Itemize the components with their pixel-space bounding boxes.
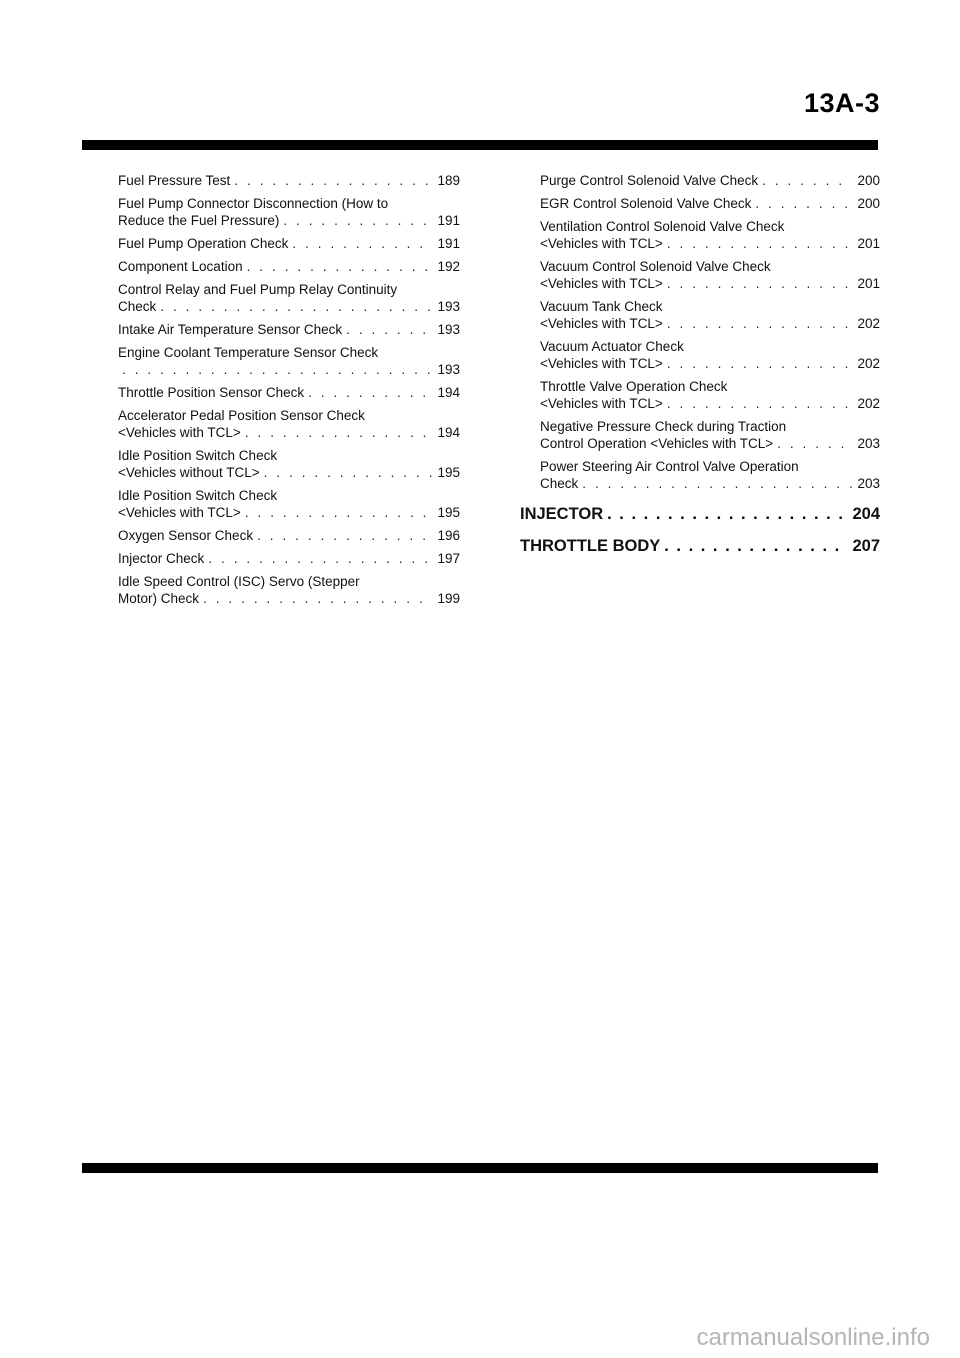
toc-entry-page: 202 [857,356,880,371]
dot-leader [762,172,852,189]
toc-entry-title-line: Ventilation Control Solenoid Valve Check [540,219,785,234]
toc-entry-page: 204 [852,505,880,523]
bottom-rule [82,1163,878,1173]
dot-leader [203,590,432,607]
dot-leader [257,527,432,544]
dot-leader [667,275,852,292]
toc-entry[interactable] [118,447,460,481]
dot-leader [234,172,432,189]
toc-entry-title-line: Vacuum Control Solenoid Valve Check [540,259,771,274]
toc-entry[interactable] [118,281,460,315]
toc-entry[interactable] [540,298,880,332]
toc-entry-title: THROTTLE BODY [520,537,661,555]
dot-leader [247,258,432,275]
dot-leader [160,298,432,315]
toc-entry-title-line: Throttle Valve Operation Check [540,379,728,394]
toc-entry-page: 194 [437,425,460,440]
toc-entry-title: INJECTOR [520,505,604,523]
toc-entry-title: Throttle Position Sensor Check [118,385,305,400]
toc-entry[interactable] [540,218,880,252]
toc-entry-page: 202 [857,396,880,411]
toc-entry[interactable] [540,458,880,492]
toc-entry-title: Component Location [118,259,243,274]
toc-entry-title: Reduce the Fuel Pressure) [118,213,280,228]
toc-entry-page: 193 [437,322,460,337]
toc-entry-page: 203 [857,436,880,451]
dot-leader [245,424,432,441]
toc-entry[interactable] [118,235,460,252]
toc-entry[interactable] [540,378,880,412]
toc-entry-page: 196 [437,528,460,543]
dot-leader [122,361,432,378]
toc-entry-page: 191 [437,213,460,228]
toc-entry-title: Oxygen Sensor Check [118,528,254,543]
toc-entry[interactable] [540,258,880,292]
toc-entry-page: 203 [857,476,880,491]
toc-entry-title: Check [118,299,157,314]
dot-leader [777,435,852,452]
toc-entry[interactable] [118,195,460,229]
dot-leader [667,315,852,332]
dot-leader [292,235,432,252]
toc-entry-page: 202 [857,316,880,331]
toc-entry[interactable] [118,172,460,189]
toc-entry-title: <Vehicles with TCL> [540,276,663,291]
toc-left-column [118,172,460,613]
toc-section-entry[interactable] [520,504,880,524]
toc-entry-title: <Vehicles with TCL> [540,236,663,251]
toc-entry-page: 191 [437,236,460,251]
toc-entry-page: 200 [857,173,880,188]
toc-entry-title-line: Engine Coolant Temperature Sensor Check [118,345,379,360]
dot-leader [755,195,852,212]
toc-entry-title: Fuel Pressure Test [118,173,231,188]
dot-leader [208,550,432,567]
toc-entry-page: 201 [857,236,880,251]
toc-entry[interactable] [118,527,460,544]
toc-entry-title: Fuel Pump Operation Check [118,236,289,251]
dot-leader [283,212,432,229]
toc-entry-page: 200 [857,196,880,211]
dot-leader [667,235,852,252]
top-rule [82,140,878,150]
toc-entry-title: Control Operation <Vehicles with TCL> [540,436,774,451]
page-number: 13A-3 [803,88,880,118]
dot-leader [245,504,432,521]
toc-entry-title-line: Idle Speed Control (ISC) Servo (Stepper [118,574,360,589]
toc-entry-page: 193 [437,362,460,377]
toc-entry-title: <Vehicles with TCL> [118,425,241,440]
toc-section-entry[interactable] [520,536,880,556]
toc-entry-title-line: Idle Position Switch Check [118,488,278,503]
toc-entry-title-line: Vacuum Actuator Check [540,339,684,354]
toc-entry-page: 192 [437,259,460,274]
toc-entry-page: 197 [437,551,460,566]
toc-entry-title-line: Fuel Pump Connector Disconnection (How to [118,196,389,211]
dot-leader [346,321,432,338]
toc-entry-page: 195 [437,505,460,520]
toc-entry-page: 207 [852,537,880,555]
toc-entry-title: <Vehicles with TCL> [118,505,241,520]
toc-entry[interactable] [118,550,460,567]
toc-entry-page: 201 [857,276,880,291]
dot-leader [664,536,846,556]
toc-entry[interactable] [540,338,880,372]
toc-entry-title-line: Idle Position Switch Check [118,448,278,463]
toc-entry-title-line: Power Steering Air Control Valve Operation [540,459,799,474]
dot-leader [667,355,852,372]
watermark: carmanualsonline.info [696,1324,930,1351]
toc-entry[interactable] [118,344,460,378]
toc-entry-title-line: Control Relay and Fuel Pump Relay Continuity [118,282,398,297]
toc-entry-title-line: Accelerator Pedal Position Sensor Check [118,408,365,423]
toc-entry[interactable] [118,321,460,338]
dot-leader [667,395,852,412]
toc-entry-title-line: Vacuum Tank Check [540,299,663,314]
toc-entry-title-line: Negative Pressure Check during Traction [540,419,787,434]
toc-entry-title: Check [540,476,579,491]
dot-leader [264,464,432,481]
toc-entry-page: 194 [437,385,460,400]
toc-entry[interactable] [540,172,880,189]
dot-leader [582,475,852,492]
toc-entry[interactable] [540,195,880,212]
toc-entry[interactable] [118,384,460,401]
dot-leader [607,504,846,524]
toc-entry[interactable] [118,573,460,607]
toc-entry-page: 195 [437,465,460,480]
toc-entry-title: <Vehicles with TCL> [540,316,663,331]
toc-entry[interactable] [118,407,460,441]
toc-entry[interactable] [540,418,880,452]
toc-right-column [520,172,880,566]
toc-entry-page: 199 [437,591,460,606]
toc-entry-title: Purge Control Solenoid Valve Check [540,173,759,188]
toc-entry-page: 193 [437,299,460,314]
toc-entry-title: Injector Check [118,551,205,566]
toc-entry-title: Motor) Check [118,591,200,606]
toc-entry[interactable] [118,487,460,521]
toc-entry-title: <Vehicles without TCL> [118,465,260,480]
toc-entry-title: EGR Control Solenoid Valve Check [540,196,752,211]
toc-entry-title: Intake Air Temperature Sensor Check [118,322,343,337]
toc-entry-title: <Vehicles with TCL> [540,356,663,371]
toc-entry-page: 189 [437,173,460,188]
toc-entry-title: <Vehicles with TCL> [540,396,663,411]
toc-entry[interactable] [118,258,460,275]
dot-leader [308,384,432,401]
